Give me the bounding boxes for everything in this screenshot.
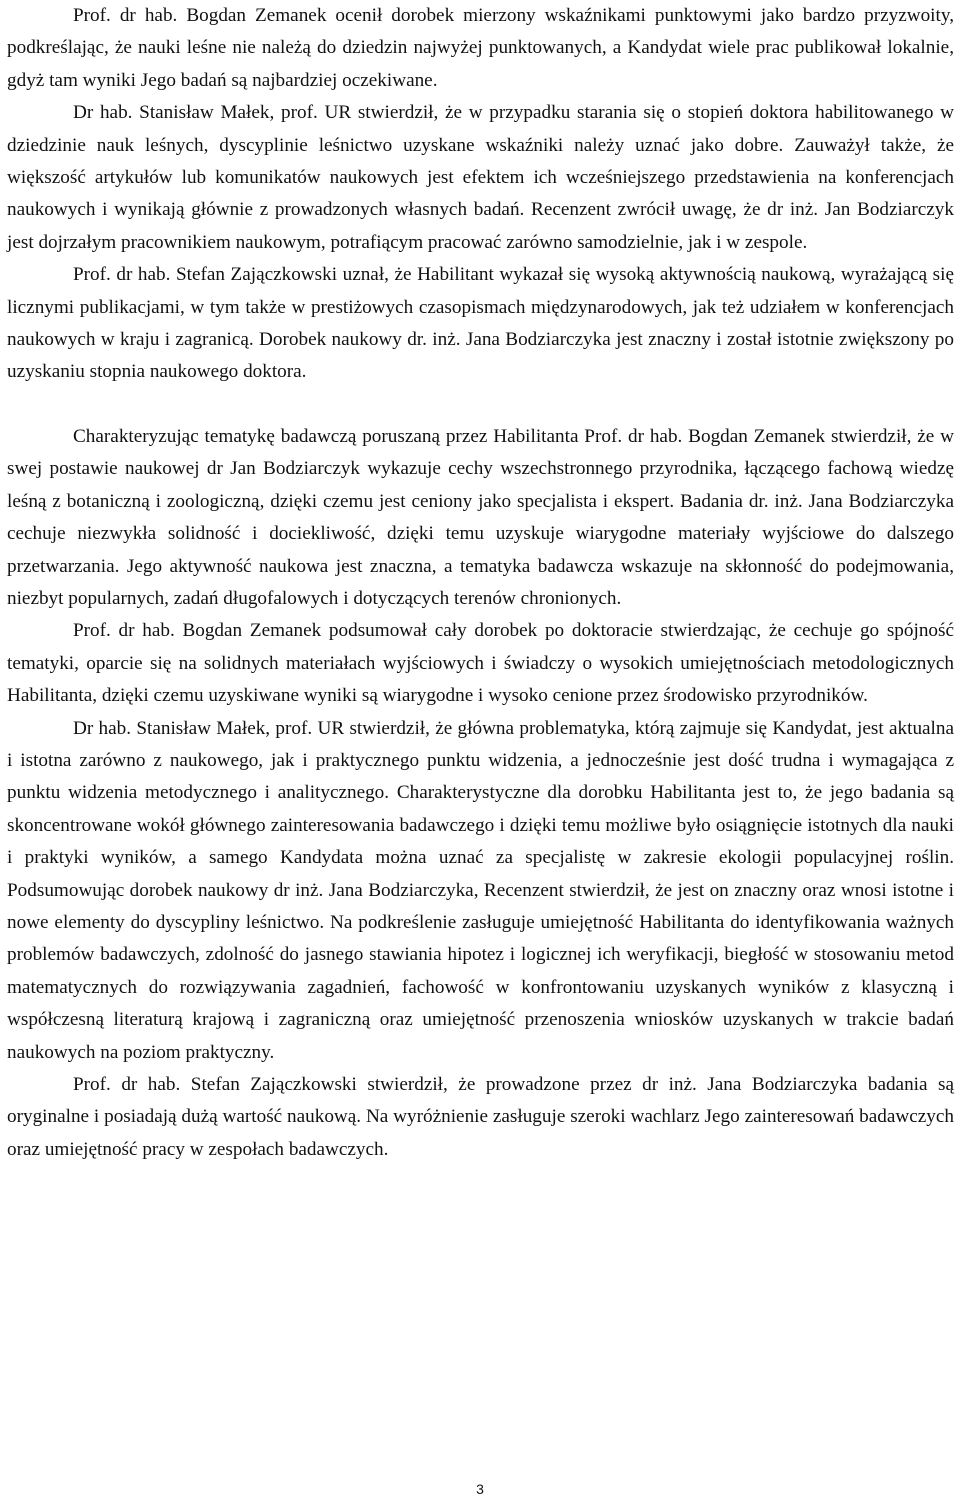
page-number: 3 [476,1481,484,1497]
paragraph-block-1 [7,0,954,389]
paragraph-zajaczkowski-score: Prof. dr hab. Stefan Zajączkowski uznał, że Habilitant wykazał się wysoką aktywnością naukową, wyrażającą się licznymi publikacjami, w tym także w prestiżowych czasopismach międzynarodowych, jak też udziałem w konferencjach naukowych w kraju i zagranicą. Dorobek naukowy dr. inż. Jana Bodziarczyka jest znaczny i został istotnie zwiększony po uzyskaniu stopnia naukowego doktora. [7,264,954,383]
paragraph-malek-topics: Dr hab. Stanisław Małek, prof. UR stwierdził, że główna problematyka, którą zajmuje się Kandydat, jest aktualna i istotna zarówno z naukowego, jak i praktycznego punktu widzenia, a jednocześnie jest dość trudna i wymagająca z punktu widzenia metodycznego i analitycznego. Charakterystyczne dla dorobku Habilitanta jest to, że jego badania są skoncentrowane wokół głównego zainteresowania badawczego i dzięki temu możliwe było osiągnięcie istotnych dla nauki i praktyki wyników, a samego Kandydata można uznać za specjalistę w zakresie ekologii populacyjnej roślin. Podsumowując dorobek naukowy dr inż. Jana Bodziarczyka, Recenzent stwierdził, że jest on znaczny oraz wnosi istotne i nowe elementy do dyscypliny leśnictwo. Na podkreślenie zasługuje umiejętność Habilitanta do identyfikowania ważnych problemów badawczych, zdolność do jasnego stawiania hipotez i logicznej ich weryfikacji, biegłość w stosowaniu metod matematycznych do rozwiązywania zagadnień, fachowość w konfrontowaniu uzyskanych wyników z klasyczną i współczesną literaturą krajową i zagraniczną oraz umiejętność przenoszenia wniosków uzyskanych w trakcie badań naukowych na poziom praktyczny. [7,717,954,1063]
document-page [7,0,954,1503]
paragraph-zemanek-summary: Prof. dr hab. Bogdan Zemanek podsumował cały dorobek po doktoracie stwierdzając, że cechuje go spójność tematyki, oparcie się na solidnych materiałach wyjściowych i świadczy o wysokich umiejętnościach metodologicznych Habilitanta, dzięki czemu uzyskiwane wyniki są wiarygodne i wysoko cenione przez środowisko przyrodników. [7,620,954,707]
paragraph-gap [7,389,954,421]
paragraph-zemanek-topics: Charakteryzując tematykę badawczą poruszaną przez Habilitanta Prof. dr hab. Bogdan Zemanek stwierdził, że w swej postawie naukowej dr Jan Bodziarczyk wykazuje cechy wszechstronnego przyrodnika, łączącego fachową wiedzę leśną z botaniczną i zoologiczną, dzięki czemu jest ceniony jako specjalista i ekspert. Badania dr. inż. Jana Bodziarczyka cechuje niezwykła solidność i dociekliwość, dzięki temu uzyskuje wiarygodne materiały wyjściowe do dalszego przetwarzania. Jego aktywność naukowa jest znaczna, a tematyka badawcza wskazuje na skłonność do podejmowania, niezbyt popularnych, zadań długofalowych i dotyczących terenów chronionych. [7,425,954,609]
paragraph-block-2 [7,421,954,1166]
paragraph-zajaczkowski-topics: Prof. dr hab. Stefan Zajączkowski stwierdził, że prowadzone przez dr inż. Jana Bodziarczyka badania są oryginalne i posiadają dużą wartość naukową. Na wyróżnienie zasługuje szeroki wachlarz Jego zainteresowań badawczych oraz umiejętność pracy w zespołach badawczych. [7,1074,954,1160]
paragraph-malek-score: Dr hab. Stanisław Małek, prof. UR stwierdził, że w przypadku starania się o stopień doktora habilitowanego w dziedzinie nauk leśnych, dyscyplinie leśnictwo uzyskane wskaźniki należy uznać jako dobre. Zauważył także, że większość artykułów lub komunikatów naukowych jest efektem ich wcześniejszego przedstawienia na konferencjach naukowych i wynikają głównie z prowadzonych własnych badań. Recenzent zwrócił uwagę, że dr inż. Jan Bodziarczyk jest dojrzałym pracownikiem naukowym, potrafiącym pracować zarówno samodzielnie, jak i w zespole. [7,102,954,253]
paragraph-zemanek-score: Prof. dr hab. Bogdan Zemanek ocenił dorobek mierzony wskaźnikami punktowymi jako bardzo przyzwoity, podkreślając, że nauki leśne nie należą do dziedzin najwyżej punktowanych, a Kandydat wiele prac publikował lokalnie, gdyż tam wyniki Jego badań są najbardziej oczekiwane. [7,5,954,91]
